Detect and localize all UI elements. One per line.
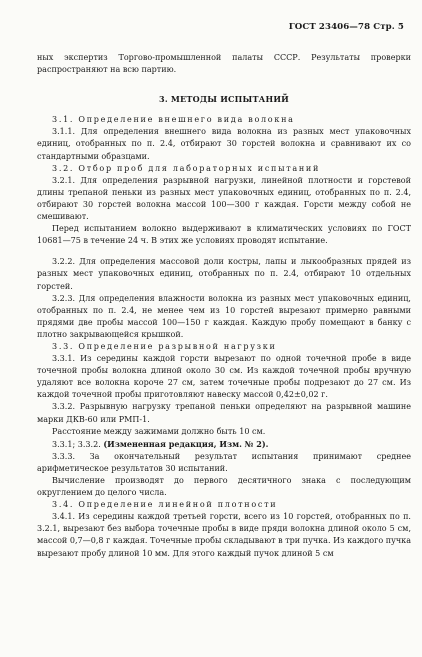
amendment-refs: 3.3.1; 3.3.2. [52,439,101,449]
page-header: ГОСТ 23406—78 Стр. 5 [288,22,404,32]
amendment-note: (Измененная редакция, Изм. № 2). [103,438,269,449]
subsection-heading-3-2: 3.2. Отбор проб для лабораторных испытаний [52,163,321,173]
subsection-heading-3-4: 3.4. Определение линейной плотности [52,500,278,510]
section-title: 3. МЕТОДЫ ИСПЫТАНИЙ [158,94,290,105]
paragraph-3-4-1: 3.4.1. Из середины каждой третьей горсти, всего из 10 горстей, отобранных по п. 3.2.1, вырезают без выбора точечные пробы в виде пряди волокна длиной около 5 см, массой 0,7—0,8 г каждая. Точечные пробы складывают в три пучка. Из каждого пучка вырезают пробу длиной 10 мм. Для этого каждый пучок длиной 5 см [37,512,411,558]
subsection-heading-3-3: 3.3. Определение разрывной нагрузки [52,341,277,351]
paragraph-calculation: Вычисление производят до первого десятичного знака с последующим округлением до целого числа. [37,476,411,498]
paragraph-conditioning: Перед испытанием волокно выдерживают в климатических условиях по ГОСТ 10681—75 в течение 24 ч. В этих же условиях проводят испытание. [37,224,411,246]
paragraph-3-2-3: 3.2.3. Для определения влажности волокна из разных мест упаковочных единиц, отобранных по п. 2.4, не менее чем из 10 горстей вырезают примерно равными прядями две пробы массой 100—150 г каждая. Каждую пробу помещают в банку с плотно закрывающейся крышкой. [37,293,411,339]
paragraph-3-3-3: 3.3.3. За окончательный результат испытания принимают среднее арифметическое результатов 30 испытаний. [37,451,411,473]
paragraph-clamp-distance: Расстояние между зажимами должно быть 10 см. [52,426,266,436]
document-body [37,52,411,560]
paragraph-amendment [37,438,411,451]
paragraph-3-2-2: 3.2.2. Для определения массовой доли костры, лапы и лыкообразных прядей из разных мест упаковочных единиц, отобранных по п. 2.4, отбирают 10 отдельных горстей. [37,257,411,291]
paragraph-3-1-1: 3.1.1. Для определения внешнего вида волокна из разных мест упаковочных единиц, отобранных по п. 2.4, отбирают 30 горстей волокна и сравнивают их со стандартными образцами. [37,127,411,161]
subsection-heading-3-1: 3.1. Определение внешнего вида волокна [52,115,295,125]
paragraph-3-2-1: 3.2.1. Для определения разрывной нагрузки, линейной плотности и горстевой длины трепаной пеньки из разных мест упаковочных единиц, отобранных по п. 2.4, отбирают 30 горстей волокна массой 100—300 г каждая. Горсти между собой не смешивают. [37,175,411,222]
paragraph-3-3-2: 3.3.2. Разрывную нагрузку трепаной пеньки определяют на разрывной машине марки ДКВ-60 или РМП-1. [37,402,411,424]
paragraph-3-3-1: 3.3.1. Из середины каждой горсти вырезают по одной точечной пробе в виде точечной пробы волокна длиной около 30 см. Из каждой точечной пробы вручную удаляют все волокна короче 27 см, затем точечные пробы подрезают до 27 см. Из каждой точечной пробы приготовляют навеску массой 0,42±0,02 г. [37,354,411,400]
paragraph-continuation: ных экспертиз Торгово-промышленной палаты СССР. Результаты проверки распространяют на всю партию. [37,53,411,75]
